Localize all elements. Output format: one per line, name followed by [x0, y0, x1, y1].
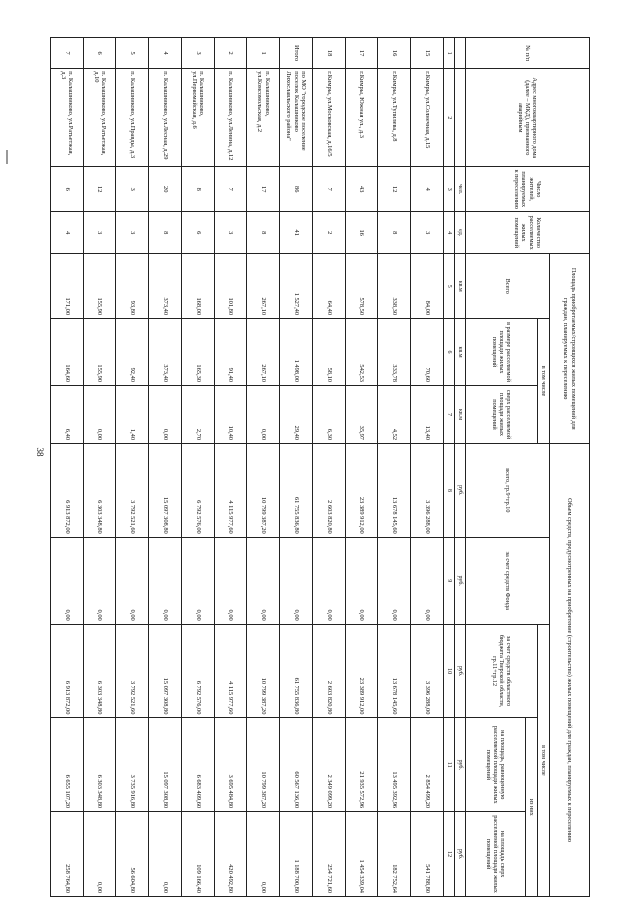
cell-reg: 6 792 576,00 — [182, 624, 215, 718]
column-number-cell: 8 — [444, 444, 455, 538]
unit-cell: руб. — [455, 718, 466, 812]
header-funds-group: Объем средств, предусмотренных на приобретение (строительство) жилых помещений для граждан, планируемых к переселению — [550, 444, 590, 897]
document-sheet — [50, 37, 590, 897]
table-row — [182, 38, 215, 897]
unit-cell — [455, 69, 466, 167]
cell-fover: 182 752,64 — [378, 812, 411, 897]
cell-total: 93,80 — [116, 254, 149, 319]
cell-apt: 8 — [149, 212, 182, 254]
cell-n: 2 — [214, 38, 247, 69]
column-number-cell: 7 — [444, 385, 455, 443]
cell-total: 338,30 — [378, 254, 411, 319]
cell-res: 8 — [182, 167, 215, 212]
unit-cell: кв.м — [455, 385, 466, 443]
cell-apt: 6 — [182, 212, 215, 254]
cell-fund: 0,00 — [214, 537, 247, 624]
cell-n: 18 — [313, 38, 346, 69]
cell-ftotal: 61 755 836,80 — [280, 444, 313, 538]
cell-n: Итого — [280, 38, 313, 69]
column-number-cell: 10 — [444, 624, 455, 718]
cell-total: 171,00 — [51, 254, 84, 319]
cell-feq: 3 695 484,80 — [214, 718, 247, 812]
cell-n: 7 — [51, 38, 84, 69]
cell-feq: 2 349 099,20 — [313, 718, 346, 812]
header-area-total: Всего — [466, 254, 550, 319]
cell-res: 3 — [116, 167, 149, 212]
cell-total: 155,90 — [83, 254, 116, 319]
cell-feq: 6 303 348,80 — [83, 718, 116, 812]
header-funds-equal: на площадь, равноценную расселяемой площади жилых помещений — [466, 718, 526, 812]
cell-over: 1,40 — [116, 385, 149, 443]
cell-apt: 3 — [83, 212, 116, 254]
cell-over: 2,70 — [182, 385, 215, 443]
cell-feq: 60 567 136,00 — [280, 718, 313, 812]
cell-feq: 21 935 572,96 — [345, 718, 378, 812]
cell-ftotal: 4 115 977,60 — [214, 444, 247, 538]
unit-cell: руб. — [455, 444, 466, 538]
cell-apt: 8 — [378, 212, 411, 254]
header-area-equal: в размере расселяемой площади жилых помещений — [466, 319, 538, 386]
table-row — [247, 38, 280, 897]
table-row — [83, 38, 116, 897]
header-area-over: сверх расселяемой площади жилых помещений — [466, 385, 538, 443]
cell-eq: 164,60 — [51, 319, 84, 386]
cell-ftotal: 6 792 576,00 — [182, 444, 215, 538]
cell-fund: 0,00 — [182, 537, 215, 624]
cell-ftotal: 3 396 288,00 — [411, 444, 444, 538]
cell-reg: 6 913 872,00 — [51, 624, 84, 718]
column-number-cell: 11 — [444, 718, 455, 812]
cell-addr: п. Калашниково, ул.Ратьетжая, д.3 — [51, 69, 84, 167]
cell-eq: 165,30 — [182, 319, 215, 386]
cell-fund: 0,00 — [411, 537, 444, 624]
cell-fund: 0,00 — [83, 537, 116, 624]
cell-fund: 0,00 — [51, 537, 84, 624]
table-row — [214, 38, 247, 897]
cell-fund: 0,00 — [116, 537, 149, 624]
cell-res: 43 — [345, 167, 378, 212]
units-row — [455, 38, 466, 897]
header-area-incl: в том числе — [538, 319, 550, 444]
cell-res: 6 — [51, 167, 84, 212]
column-number-cell: 1 — [444, 38, 455, 69]
column-number-cell: 6 — [444, 319, 455, 386]
cell-over: 0,00 — [83, 385, 116, 443]
column-number-cell: 9 — [444, 537, 455, 624]
cell-fund: 0,00 — [345, 537, 378, 624]
cell-res: 17 — [247, 167, 280, 212]
table-row — [345, 38, 378, 897]
column-number-cell: 4 — [444, 212, 455, 254]
cell-feq: 2 854 499,20 — [411, 718, 444, 812]
cell-res: 7 — [214, 167, 247, 212]
cell-over: 29,40 — [280, 385, 313, 443]
cell-n: 5 — [116, 38, 149, 69]
cell-n: 16 — [378, 38, 411, 69]
cell-reg: 23 389 912,00 — [345, 624, 378, 718]
cell-res: 12 — [83, 167, 116, 212]
cell-total: 101,80 — [214, 254, 247, 319]
cell-eq: 1 498,00 — [280, 319, 313, 386]
cell-feq: 15 097 308,80 — [149, 718, 182, 812]
cell-ftotal: 6 913 872,00 — [51, 444, 84, 538]
cell-over: 4,52 — [378, 385, 411, 443]
header-area-group: Площадь приобретаемых/строящихся жилых помещений для граждан, планируемых к переселению — [550, 254, 590, 444]
cell-fund: 0,00 — [378, 537, 411, 624]
cell-fover: 56 604,80 — [116, 812, 149, 897]
cell-fover: 420 492,80 — [214, 812, 247, 897]
header-funds-incl: в том числе — [538, 624, 550, 896]
header-residents: Число жителей, планируемых к переселению — [466, 167, 590, 212]
unit-cell: кв.м — [455, 254, 466, 319]
cell-addr: г.Кимры, ул.Тупилева, д.8 — [378, 69, 411, 167]
cell-res: 86 — [280, 167, 313, 212]
cell-feq: 3 735 916,80 — [116, 718, 149, 812]
unit-cell: руб. — [455, 624, 466, 718]
cell-ftotal: 10 799 387,20 — [247, 444, 280, 538]
header-address: Адрес многоквартирного дома (далее – МКД), признанного аварийным — [466, 69, 590, 167]
cell-apt: 16 — [345, 212, 378, 254]
cell-reg: 13 678 145,60 — [378, 624, 411, 718]
cell-ftotal: 13 678 145,60 — [378, 444, 411, 538]
cell-over: 6,30 — [313, 385, 346, 443]
cell-fund: 0,00 — [313, 537, 346, 624]
cell-reg: 10 799 387,20 — [247, 624, 280, 718]
cell-addr: г.Кимры, Южная ул., д.3 — [345, 69, 378, 167]
cell-res: 4 — [411, 167, 444, 212]
cell-addr: п. Калашниково, ул.Ленина, д.12 — [214, 69, 247, 167]
cell-ftotal: 6 303 348,80 — [83, 444, 116, 538]
cell-feq: 10 799 387,20 — [247, 718, 280, 812]
unit-cell: руб. — [455, 537, 466, 624]
cell-total: 1 527,40 — [280, 254, 313, 319]
cell-total: 267,10 — [247, 254, 280, 319]
unit-cell: руб. — [455, 812, 466, 897]
cell-addr: п. Калашниково, ул.Комсомольская, д.2 — [247, 69, 280, 167]
cell-ftotal: 2 603 820,80 — [313, 444, 346, 538]
cell-n: 17 — [345, 38, 378, 69]
cell-ftotal: 23 389 912,00 — [345, 444, 378, 538]
cell-n: 1 — [247, 38, 280, 69]
cell-feq: 6 683 409,60 — [182, 718, 215, 812]
cell-n: 4 — [149, 38, 182, 69]
scan-mark — [6, 150, 8, 164]
column-numbers-row — [444, 38, 455, 897]
cell-apt: 8 — [247, 212, 280, 254]
cell-apt: 4 — [51, 212, 84, 254]
table-row — [116, 38, 149, 897]
cell-apt: 3 — [214, 212, 247, 254]
table-body — [51, 38, 444, 897]
cell-n: 3 — [182, 38, 215, 69]
cell-fover: 541 788,80 — [411, 812, 444, 897]
cell-total: 373,40 — [149, 254, 182, 319]
cell-over: 0,00 — [247, 385, 280, 443]
header-funds-of-which: из них — [526, 718, 538, 897]
cell-fund: 0,00 — [247, 537, 280, 624]
unit-cell: кв.м — [455, 319, 466, 386]
cell-feq: 13 495 392,96 — [378, 718, 411, 812]
cell-fover: 0,00 — [83, 812, 116, 897]
cell-eq: 92,40 — [116, 319, 149, 386]
unit-cell: ед. — [455, 212, 466, 254]
cell-n: 15 — [411, 38, 444, 69]
cell-eq: 70,60 — [411, 319, 444, 386]
cell-ftotal: 15 097 308,80 — [149, 444, 182, 538]
cell-ftotal: 3 792 521,60 — [116, 444, 149, 538]
cell-apt: 3 — [411, 212, 444, 254]
cell-eq: 542,53 — [345, 319, 378, 386]
table-row — [411, 38, 444, 897]
cell-fover: 0,00 — [149, 812, 182, 897]
cell-reg: 6 303 348,80 — [83, 624, 116, 718]
cell-over: 13,40 — [411, 385, 444, 443]
cell-reg: 3 792 521,60 — [116, 624, 149, 718]
cell-apt: 2 — [313, 212, 346, 254]
unit-cell: чел. — [455, 167, 466, 212]
cell-fover: 109 166,40 — [182, 812, 215, 897]
cell-addr: по МО "городское поселение поселок Калашниково Лихославльского района" — [280, 69, 313, 167]
cell-over: 10,40 — [214, 385, 247, 443]
cell-eq: 91,40 — [214, 319, 247, 386]
cell-fover: 1 454 339,04 — [345, 812, 378, 897]
cell-apt: 41 — [280, 212, 313, 254]
cell-reg: 4 115 977,60 — [214, 624, 247, 718]
header-funds-regional: за счет средств областного бюджета Тверской области, гр.11+гр.12 — [466, 624, 538, 718]
cell-reg: 15 097 308,80 — [149, 624, 182, 718]
cell-reg: 3 396 288,00 — [411, 624, 444, 718]
header-funds-over: на площадь сверх расселяемой площади жилых помещений — [466, 812, 526, 897]
header-num: № п/п — [466, 38, 590, 69]
cell-fover: 0,00 — [247, 812, 280, 897]
cell-eq: 373,40 — [149, 319, 182, 386]
cell-total: 84,00 — [411, 254, 444, 319]
cell-total: 578,50 — [345, 254, 378, 319]
cell-total: 64,40 — [313, 254, 346, 319]
page-number: 38 — [35, 447, 45, 457]
table-row — [149, 38, 182, 897]
table-row — [51, 38, 84, 897]
cell-res: 7 — [313, 167, 346, 212]
cell-over: 6,40 — [51, 385, 84, 443]
cell-addr: г.Кимры, ул.Солнечная, д.15 — [411, 69, 444, 167]
cell-res: 20 — [149, 167, 182, 212]
cell-eq: 267,10 — [247, 319, 280, 386]
header-funds-total: всего, гр.9+гр.10 — [466, 444, 550, 538]
cell-res: 12 — [378, 167, 411, 212]
cell-fund: 0,00 — [149, 537, 182, 624]
cell-feq: 6 655 107,20 — [51, 718, 84, 812]
cell-apt: 3 — [116, 212, 149, 254]
cell-fund: 0,00 — [280, 537, 313, 624]
cell-addr: п. Калашниково, ул.Ратьетжая, д.10 — [83, 69, 116, 167]
cell-total: 168,00 — [182, 254, 215, 319]
cell-addr: п. Калашниково, ул.Лесная, д.29 — [149, 69, 182, 167]
cell-fover: 258 764,80 — [51, 812, 84, 897]
column-number-cell: 5 — [444, 254, 455, 319]
cell-over: 35,97 — [345, 385, 378, 443]
table-row — [280, 38, 313, 897]
table-row — [313, 38, 346, 897]
cell-over: 0,00 — [149, 385, 182, 443]
cell-reg: 61 755 836,80 — [280, 624, 313, 718]
unit-cell — [455, 38, 466, 69]
column-number-cell: 12 — [444, 812, 455, 897]
cell-addr: п. Калашниково, ул.Правды, д.3 — [116, 69, 149, 167]
resettlement-table — [50, 37, 590, 897]
cell-addr: г.Кимры, ул.Московская, д.16/5 — [313, 69, 346, 167]
cell-eq: 155,90 — [83, 319, 116, 386]
cell-addr: п. Калашниково, ул.Первомайская, д.6 — [182, 69, 215, 167]
cell-n: 6 — [83, 38, 116, 69]
cell-reg: 2 603 820,80 — [313, 624, 346, 718]
column-number-cell: 2 — [444, 69, 455, 167]
cell-fover: 1 188 700,80 — [280, 812, 313, 897]
column-number-cell: 3 — [444, 167, 455, 212]
cell-fover: 254 721,60 — [313, 812, 346, 897]
cell-eq: 333,78 — [378, 319, 411, 386]
header-apartments: Количество расселяемых жилых помещений — [466, 212, 590, 254]
header-funds-fund: за счет средств Фонда — [466, 537, 550, 624]
table-row — [378, 38, 411, 897]
cell-eq: 58,10 — [313, 319, 346, 386]
